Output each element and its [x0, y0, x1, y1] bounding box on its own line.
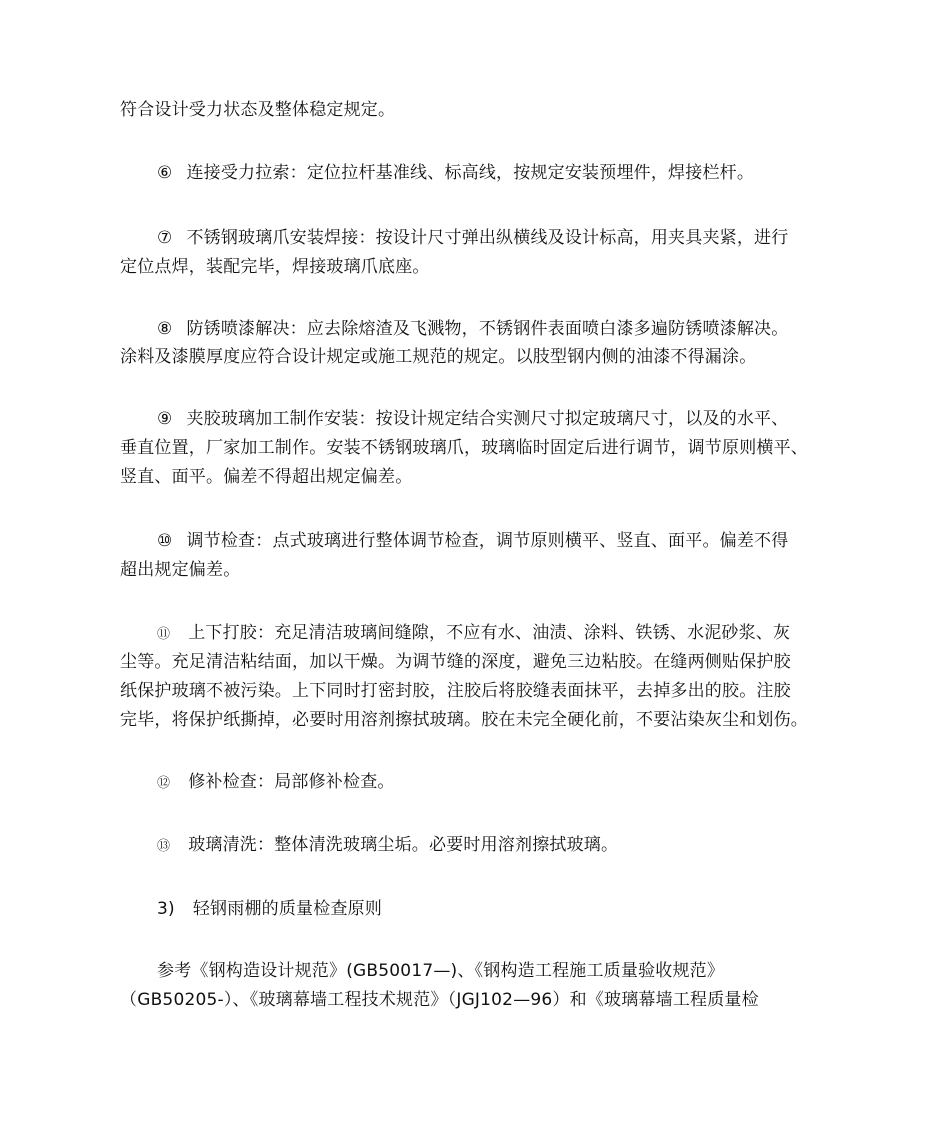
paragraph-line: 符合设计受力状态及整体稳定规定。	[120, 100, 396, 120]
reference-line: 参考《钢构造设计规范》(GB50017—)、《钢构造工程施工质量验收规范》	[157, 961, 725, 981]
step-13-line	[157, 834, 618, 858]
step-marker: ⑫	[157, 776, 171, 791]
step-marker: ⑪	[157, 627, 171, 642]
step-marker: ⑧	[157, 319, 173, 339]
section-marker: 3)	[157, 899, 175, 919]
step-10-line	[157, 530, 788, 552]
step-marker: ⑦	[157, 228, 173, 248]
step-9-line	[157, 408, 788, 430]
step-7-line	[157, 227, 788, 249]
paragraph-line: 竖直、面平。偏差不得超出规定偏差。	[120, 467, 413, 487]
step-text: 夹胶玻璃加工制作安装：按设计规定结合实测尺寸拟定玻璃尺寸，以及的水平、	[186, 409, 789, 429]
step-marker: ⑬	[157, 839, 171, 854]
paragraph-line: 垂直位置，厂家加工制作。安装不锈钢玻璃爪，玻璃临时固定后进行调节，调节原则横平、	[120, 438, 808, 458]
paragraph-line: 超出规定偏差。	[120, 560, 241, 580]
step-marker: ⑥	[157, 163, 173, 183]
step-text: 连接受力拉索：定位拉杆基准线、标高线，按规定安装预埋件，焊接栏杆。	[186, 163, 755, 183]
step-text: 调节检查：点式玻璃进行整体调节检查，调节原则横平、竖直、面平。偏差不得	[186, 531, 789, 551]
step-text: 玻璃清洗：整体清洗玻璃尘垢。必要时用溶剂擦拭玻璃。	[188, 835, 619, 855]
step-marker: ⑨	[157, 409, 173, 429]
paragraph-line: 完毕，将保护纸撕掉，必要时用溶剂擦拭玻璃。胶在未完全硬化前，不要沾染灰尘和划伤。	[120, 710, 808, 730]
section-3-heading	[157, 898, 382, 920]
reference-line: （GB50205-）、《玻璃幕墙工程技术规范》（JGJ102—96）和《玻璃幕墙工程质量检	[120, 990, 759, 1010]
step-text: 上下打胶：充足清洁玻璃间缝隙，不应有水、油渍、涂料、铁锈、水泥砂浆、灰	[188, 623, 791, 643]
step-text: 防锈喷漆解决：应去除熔渣及飞溅物，不锈钢件表面喷白漆多遍防锈喷漆解决。	[186, 319, 789, 339]
step-text: 修补检查：局部修补检查。	[188, 772, 395, 792]
paragraph-line: 纸保护玻璃不被污染。上下同时打密封胶，注胶后将胶缝表面抹平，去掉多出的胶。注胶	[120, 681, 791, 701]
step-6-line	[157, 162, 754, 184]
section-title: 轻钢雨棚的质量检查原则	[192, 899, 383, 919]
paragraph-line: 涂料及漆膜厚度应符合设计规定或施工规范的规定。以肢型钢内侧的油漆不得漏涂。	[120, 347, 757, 367]
step-8-line	[157, 318, 788, 340]
paragraph-line: 定位点焊，装配完毕，焊接玻璃爪底座。	[120, 257, 430, 277]
step-marker: ⑩	[157, 531, 173, 551]
paragraph-line: 尘等。充足清洁粘结面，加以干燥。为调节缝的深度，避免三边粘胶。在缝两侧贴保护胶	[120, 652, 791, 672]
step-11-line	[157, 622, 790, 646]
step-12-line	[157, 771, 395, 795]
step-text: 不锈钢玻璃爪安装焊接：按设计尺寸弹出纵横线及设计标高，用夹具夹紧，进行	[186, 228, 789, 248]
